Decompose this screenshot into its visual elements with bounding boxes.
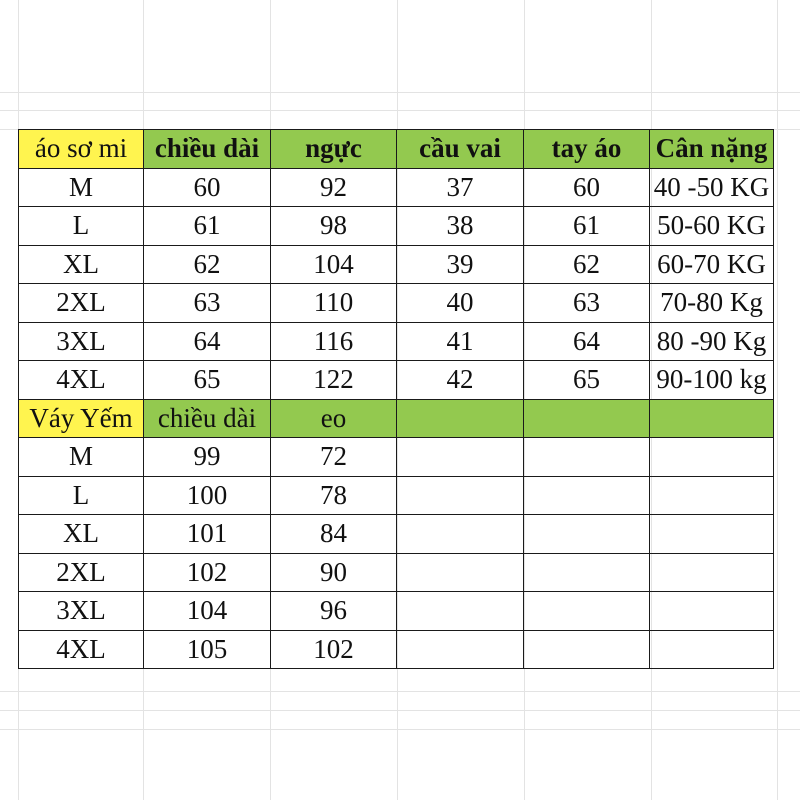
size-cell[interactable]: L [19,476,144,515]
weight-cell[interactable]: 80 -90 Kg [650,322,774,361]
length-cell[interactable]: 62 [144,245,271,284]
length-cell[interactable]: 60 [144,168,271,207]
table-row [19,553,774,592]
empty-header-cell[interactable] [397,399,524,438]
table-row [19,476,774,515]
size-cell[interactable]: 4XL [19,361,144,400]
table-row [19,630,774,669]
header-sleeve[interactable]: tay áo [524,130,650,169]
empty-cell[interactable] [650,592,774,631]
size-cell[interactable]: XL [19,245,144,284]
empty-cell[interactable] [397,515,524,554]
empty-cell[interactable] [397,630,524,669]
chest-cell[interactable]: 92 [271,168,397,207]
empty-cell[interactable] [524,553,650,592]
header-weight[interactable]: Cân nặng [650,130,774,169]
length-cell[interactable]: 64 [144,322,271,361]
shoulder-cell[interactable]: 38 [397,207,524,246]
table-row [19,592,774,631]
length-cell[interactable]: 65 [144,361,271,400]
length-cell[interactable]: 99 [144,438,271,477]
chest-cell[interactable]: 104 [271,245,397,284]
waist-cell[interactable]: 72 [271,438,397,477]
table-row [19,168,774,207]
empty-cell[interactable] [397,476,524,515]
sleeve-cell[interactable]: 65 [524,361,650,400]
empty-cell[interactable] [397,438,524,477]
shoulder-cell[interactable]: 40 [397,284,524,323]
empty-cell[interactable] [650,553,774,592]
empty-header-cell[interactable] [650,399,774,438]
dress-header-waist[interactable]: eo [271,399,397,438]
empty-cell[interactable] [650,515,774,554]
empty-cell[interactable] [397,553,524,592]
length-cell[interactable]: 100 [144,476,271,515]
length-cell[interactable]: 63 [144,284,271,323]
length-cell[interactable]: 61 [144,207,271,246]
dress-header-row [19,399,774,438]
empty-cell[interactable] [524,438,650,477]
chest-cell[interactable]: 98 [271,207,397,246]
table-row [19,515,774,554]
table-row [19,361,774,400]
length-cell[interactable]: 101 [144,515,271,554]
chest-cell[interactable]: 116 [271,322,397,361]
sleeve-cell[interactable]: 63 [524,284,650,323]
table-row [19,322,774,361]
weight-cell[interactable]: 60-70 KG [650,245,774,284]
empty-header-cell[interactable] [524,399,650,438]
shirt-header-row [19,130,774,169]
table-row [19,438,774,477]
size-cell[interactable]: 3XL [19,322,144,361]
size-cell[interactable]: 4XL [19,630,144,669]
table-row [19,207,774,246]
waist-cell[interactable]: 90 [271,553,397,592]
header-length[interactable]: chiều dài [144,130,271,169]
empty-cell[interactable] [524,476,650,515]
shirt-header-label[interactable]: áo sơ mi [19,130,144,169]
shoulder-cell[interactable]: 37 [397,168,524,207]
length-cell[interactable]: 102 [144,553,271,592]
weight-cell[interactable]: 90-100 kg [650,361,774,400]
empty-cell[interactable] [650,476,774,515]
empty-cell[interactable] [397,592,524,631]
weight-cell[interactable]: 50-60 KG [650,207,774,246]
empty-cell[interactable] [524,515,650,554]
weight-cell[interactable]: 40 -50 KG [650,168,774,207]
chest-cell[interactable]: 122 [271,361,397,400]
length-cell[interactable]: 104 [144,592,271,631]
empty-cell[interactable] [650,438,774,477]
size-cell[interactable]: 3XL [19,592,144,631]
sleeve-cell[interactable]: 64 [524,322,650,361]
size-cell[interactable]: L [19,207,144,246]
size-cell[interactable]: 2XL [19,284,144,323]
shoulder-cell[interactable]: 42 [397,361,524,400]
size-chart-table [18,129,774,669]
waist-cell[interactable]: 102 [271,630,397,669]
dress-header-length[interactable]: chiều dài [144,399,271,438]
waist-cell[interactable]: 96 [271,592,397,631]
size-cell[interactable]: XL [19,515,144,554]
shoulder-cell[interactable]: 41 [397,322,524,361]
waist-cell[interactable]: 78 [271,476,397,515]
sleeve-cell[interactable]: 60 [524,168,650,207]
chest-cell[interactable]: 110 [271,284,397,323]
header-shoulder[interactable]: cầu vai [397,130,524,169]
empty-cell[interactable] [524,592,650,631]
sleeve-cell[interactable]: 62 [524,245,650,284]
empty-cell[interactable] [650,630,774,669]
header-chest[interactable]: ngực [271,130,397,169]
size-cell[interactable]: M [19,438,144,477]
table-row [19,245,774,284]
waist-cell[interactable]: 84 [271,515,397,554]
sleeve-cell[interactable]: 61 [524,207,650,246]
length-cell[interactable]: 105 [144,630,271,669]
size-cell[interactable]: M [19,168,144,207]
table-row [19,284,774,323]
weight-cell[interactable]: 70-80 Kg [650,284,774,323]
dress-header-label[interactable]: Váy Yếm [19,399,144,438]
empty-cell[interactable] [524,630,650,669]
shoulder-cell[interactable]: 39 [397,245,524,284]
size-cell[interactable]: 2XL [19,553,144,592]
